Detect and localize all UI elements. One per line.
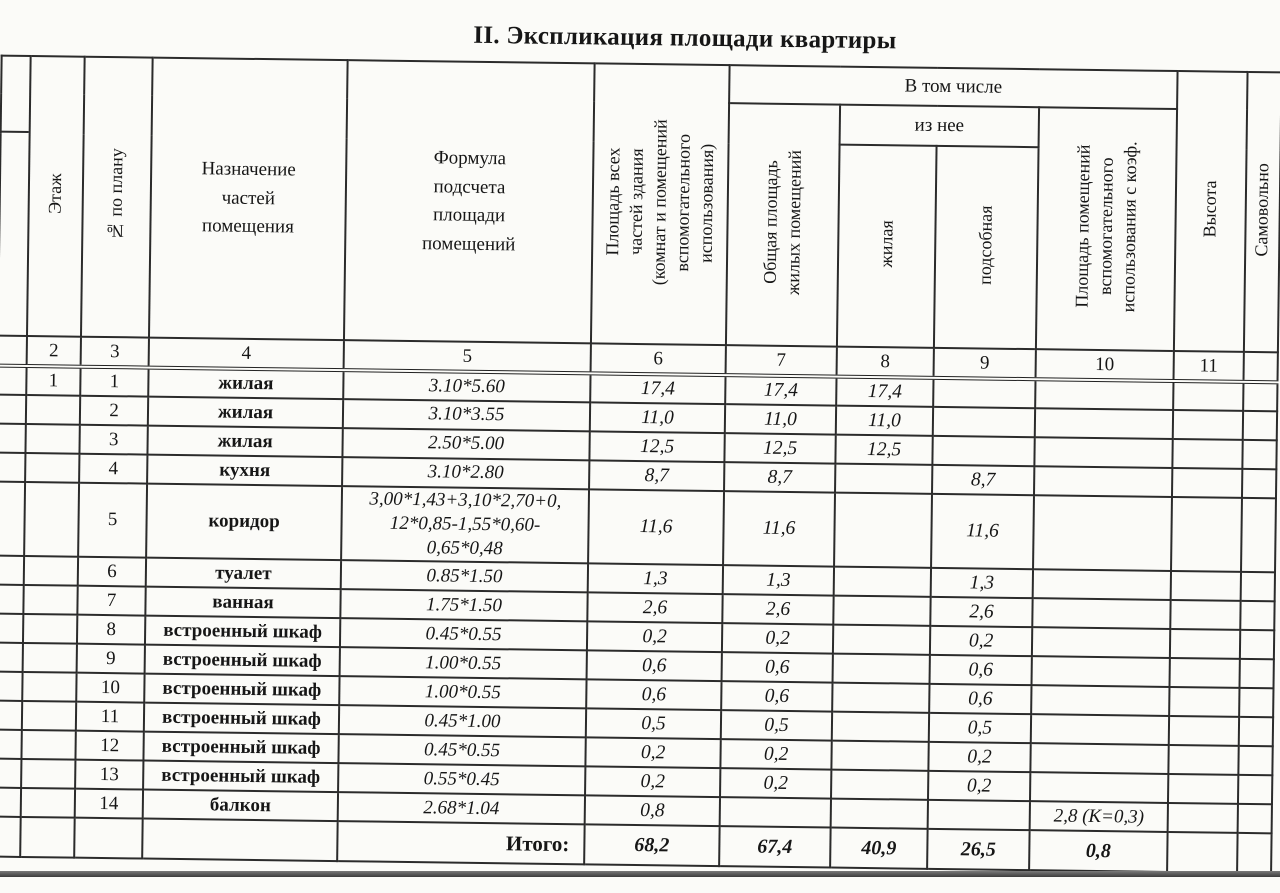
- cell-formula: 3,00*1,43+3,10*2,70+0, 12*0,85-1,55*0,60- 0,65*0,48: [341, 486, 589, 564]
- cell-purpose: встроенный шкаф: [144, 674, 339, 706]
- column-number-cell: [1244, 352, 1278, 382]
- cell-formula: 1.75*1.50: [340, 589, 587, 621]
- cell-floor: 1: [26, 366, 80, 396]
- cell-unauthorized: [1238, 804, 1272, 833]
- cell-height: [1172, 439, 1242, 469]
- header-total-living-area-label: Общая площадь жилых помещений: [759, 150, 808, 296]
- cell-plan-number: 11: [76, 702, 144, 732]
- cell-margin: [0, 643, 23, 672]
- cell-unauthorized: [1238, 746, 1272, 775]
- cell-living-area: 17,4: [836, 377, 933, 407]
- cell-total-living-area: 17,4: [725, 375, 836, 405]
- cell-formula: 1.00*0.55: [340, 647, 587, 679]
- cell-unauthorized: [1237, 833, 1272, 873]
- cell-margin: [0, 366, 27, 395]
- cell-margin: [0, 788, 21, 817]
- cell-living-area: [833, 625, 930, 655]
- cell-margin: [0, 759, 21, 788]
- cell-auxiliary-area: 0,2: [928, 771, 1030, 801]
- cell-plan-number: 1: [80, 367, 148, 397]
- cell-aux-area-coef: [1031, 715, 1169, 746]
- cell-plan-number: 10: [76, 673, 144, 703]
- cell-floor: [21, 730, 75, 760]
- cell-living-area: [833, 654, 930, 684]
- cell-plan-number: [74, 818, 143, 859]
- cell-aux-area-coef: [1033, 495, 1172, 571]
- cell-unauthorized: [1243, 382, 1277, 411]
- cell-plan-number: 3: [79, 425, 147, 455]
- cell-auxiliary-area: 0,6: [929, 684, 1031, 714]
- totals-aux-area-coef: 0,8: [1029, 831, 1168, 873]
- cell-purpose: встроенный шкаф: [145, 616, 340, 648]
- cell-aux-area-coef: [1030, 744, 1168, 775]
- header-auxiliary: [934, 146, 1039, 349]
- cell-formula: 1.00*0.55: [339, 676, 586, 708]
- cell-aux-area-coef: [1032, 628, 1170, 659]
- cell-floor: [24, 482, 79, 557]
- table-body: [0, 366, 1278, 834]
- cell-aux-area-coef: [1034, 466, 1172, 497]
- column-number-cell: 3: [81, 337, 149, 368]
- cell-living-area: [831, 770, 928, 800]
- column-number-cell: 11: [1174, 351, 1244, 382]
- cell-auxiliary-area: [928, 800, 1030, 830]
- cell-floor: [26, 395, 80, 425]
- cell-formula: 3.10*3.55: [343, 399, 590, 431]
- header-area-all-parts-label: Площадь всех частей здания (комнат и помещений вспомогательного использования): [601, 118, 720, 285]
- cell-purpose: жилая: [147, 426, 342, 458]
- cell-unauthorized: [1241, 572, 1275, 601]
- cell-margin: [0, 482, 25, 557]
- cell-margin: [0, 395, 26, 424]
- cell-purpose: встроенный шкаф: [143, 732, 338, 764]
- cell-living-area: [831, 741, 928, 771]
- column-number-cell: 10: [1036, 349, 1174, 381]
- cell-living-area: [832, 683, 929, 713]
- cell-height: [1173, 381, 1243, 411]
- totals-total-living-area: 67,4: [719, 826, 831, 867]
- cell-floor: [23, 585, 77, 615]
- document-title: II. Экспликация площади квартиры: [90, 17, 1280, 61]
- cell-area-all-parts: 11,6: [588, 489, 724, 565]
- totals-auxiliary-area: 26,5: [927, 829, 1030, 870]
- cell-plan-number: 7: [77, 586, 145, 616]
- header-including: В том числе: [729, 65, 1177, 109]
- header-height: [1174, 71, 1248, 352]
- column-number-cell: 7: [726, 345, 837, 376]
- cell-living-area: [831, 799, 928, 829]
- header-living-label: жилая: [875, 220, 899, 268]
- column-number-cell: [0, 336, 27, 366]
- cell-margin: [0, 56, 31, 336]
- header-living: [837, 145, 937, 348]
- cell-unauthorized: [1239, 688, 1273, 717]
- cell-plan-number: 12: [75, 731, 143, 761]
- cell-plan-number: 13: [75, 760, 143, 790]
- cell-unauthorized: [1243, 411, 1277, 440]
- cell-total-living-area: 0,2: [720, 739, 831, 769]
- cell-area-all-parts: 0,6: [587, 651, 722, 682]
- cell-aux-area-coef: [1033, 570, 1171, 601]
- cell-aux-area-coef: 2,8 (К=0,3): [1030, 802, 1168, 833]
- totals-area-all-parts: 68,2: [584, 825, 720, 867]
- totals-label: Итого:: [337, 821, 585, 864]
- header-of-it: из нее: [840, 105, 1040, 148]
- cell-area-all-parts: 8,7: [589, 460, 724, 491]
- cell-formula: 0.45*0.55: [338, 734, 585, 766]
- cell-formula: 3.10*5.60: [343, 370, 590, 402]
- cell-total-living-area: 0,2: [722, 623, 833, 653]
- cell-height: [1171, 497, 1242, 572]
- cell-auxiliary-area: [933, 407, 1035, 437]
- cell-unauthorized: [1239, 717, 1273, 746]
- cell-margin: [0, 672, 23, 701]
- header-purpose: Назначение частей помещения: [149, 58, 348, 341]
- cell-unauthorized: [1240, 601, 1274, 630]
- header-aux-area-coef: [1036, 107, 1177, 351]
- header-auxiliary-label: подсобная: [974, 205, 998, 285]
- cell-margin: [0, 556, 24, 585]
- cell-auxiliary-area: [932, 436, 1034, 466]
- cell-height: [1170, 600, 1240, 630]
- cell-area-all-parts: 17,4: [590, 373, 725, 404]
- cell-area-all-parts: 12,5: [589, 431, 724, 462]
- cell-total-living-area: 0,6: [722, 652, 833, 682]
- cell-floor: [25, 453, 79, 483]
- header-area-all-parts: [591, 63, 730, 345]
- cell-margin: [0, 424, 26, 453]
- cell-auxiliary-area: 0,6: [930, 655, 1032, 685]
- header-unauthorized: [1244, 72, 1280, 352]
- cell-purpose: туалет: [146, 558, 341, 590]
- header-floor: [27, 56, 85, 337]
- column-number-cell: 2: [27, 336, 81, 367]
- header-height-label: Высота: [1199, 180, 1223, 237]
- cell-aux-area-coef: [1031, 686, 1169, 717]
- cell-area-all-parts: 0,8: [585, 796, 720, 827]
- cell-aux-area-coef: [1035, 379, 1173, 410]
- cell-height: [1172, 468, 1242, 498]
- cell-total-living-area: 1,3: [723, 565, 834, 595]
- cell-auxiliary-area: 11,6: [931, 494, 1034, 570]
- cell-area-all-parts: 0,6: [586, 680, 721, 711]
- cell-living-area: [834, 493, 932, 569]
- cell-plan-number: 6: [78, 557, 146, 587]
- cell-unauthorized: [1242, 469, 1276, 498]
- cell-living-area: [834, 567, 931, 597]
- header-row-1: [1, 56, 1280, 111]
- cell-plan-number: 4: [79, 454, 147, 484]
- cell-floor: [21, 788, 75, 818]
- column-number-cell: 6: [591, 343, 726, 375]
- cell-area-all-parts: 0,2: [585, 738, 720, 769]
- table-header: [0, 56, 1280, 383]
- header-formula: Формула подсчета площади помещений: [344, 60, 595, 343]
- header-plan-number: [81, 57, 153, 338]
- column-number-cell: 4: [149, 338, 344, 371]
- header-total-living-area: [726, 103, 840, 346]
- cell-height: [1169, 716, 1239, 746]
- cell-height: [1173, 410, 1243, 440]
- cell-total-living-area: 12,5: [724, 433, 835, 463]
- cell-unauthorized: [1240, 630, 1274, 659]
- cell-aux-area-coef: [1035, 408, 1173, 439]
- cell-floor: [23, 614, 77, 644]
- cell-auxiliary-area: 1,3: [931, 568, 1033, 598]
- cell-auxiliary-area: 0,5: [929, 713, 1031, 743]
- cell-floor: [22, 672, 76, 702]
- cell-floor: [23, 643, 77, 673]
- cell-floor: [20, 817, 75, 858]
- cell-auxiliary-area: 0,2: [930, 626, 1032, 656]
- cell-purpose: жилая: [148, 397, 343, 429]
- cell-floor: [25, 424, 79, 454]
- table-fragment-line: [0, 131, 29, 133]
- cell-plan-number: 14: [75, 789, 143, 819]
- cell-floor: [21, 759, 75, 789]
- cell-area-all-parts: 0,5: [586, 709, 721, 740]
- cell-total-living-area: 11,0: [725, 404, 836, 434]
- cell-plan-number: 5: [78, 483, 147, 558]
- cell-margin: [0, 817, 21, 857]
- cell-auxiliary-area: [933, 378, 1035, 408]
- cell-formula: 2.68*1.04: [338, 792, 585, 824]
- cell-unauthorized: [1242, 440, 1276, 469]
- cell-area-all-parts: 11,0: [590, 402, 725, 433]
- cell-aux-area-coef: [1034, 437, 1172, 468]
- cell-auxiliary-area: 2,6: [930, 597, 1032, 627]
- cell-total-living-area: 8,7: [724, 462, 835, 492]
- cell-plan-number: 2: [80, 396, 148, 426]
- cell-total-living-area: 11,6: [723, 491, 835, 567]
- cell-area-all-parts: 0,2: [587, 622, 722, 653]
- cell-living-area: [832, 712, 929, 742]
- cell-formula: 0.45*1.00: [339, 705, 586, 737]
- cell-margin: [0, 453, 25, 482]
- cell-living-area: [835, 464, 932, 494]
- cell-plan-number: 9: [77, 644, 145, 674]
- totals-living-area: 40,9: [830, 828, 928, 869]
- cell-formula: 2.50*5.00: [342, 428, 589, 460]
- scan-edge: [0, 871, 1280, 877]
- cell-total-living-area: 0,5: [721, 710, 832, 740]
- cell-unauthorized: [1241, 498, 1276, 573]
- cell-area-all-parts: 0,2: [585, 767, 720, 798]
- explication-table: [0, 55, 1280, 875]
- cell-formula: 0.85*1.50: [341, 560, 588, 592]
- cell-margin: [0, 585, 24, 614]
- cell-purpose: встроенный шкаф: [144, 703, 339, 735]
- cell-height: [1170, 629, 1240, 659]
- cell-aux-area-coef: [1030, 773, 1168, 804]
- cell-formula: 3.10*2.80: [342, 457, 589, 489]
- cell-purpose: встроенный шкаф: [145, 645, 340, 677]
- cell-floor: [22, 701, 76, 731]
- cell-formula: 0.45*0.55: [340, 618, 587, 650]
- cell-unauthorized: [1240, 659, 1274, 688]
- cell-floor: [24, 556, 78, 586]
- cell-purpose: [142, 819, 338, 862]
- cell-purpose: балкон: [143, 790, 338, 822]
- cell-living-area: 11,0: [836, 406, 933, 436]
- cell-height: [1167, 832, 1238, 873]
- cell-total-living-area: 0,6: [721, 681, 832, 711]
- cell-purpose: коридор: [146, 484, 342, 561]
- column-number-cell: 8: [837, 347, 934, 378]
- cell-margin: [0, 614, 23, 643]
- cell-aux-area-coef: [1032, 657, 1170, 688]
- cell-area-all-parts: 1,3: [588, 564, 723, 595]
- cell-height: [1169, 687, 1239, 717]
- cell-total-living-area: 2,6: [722, 594, 833, 624]
- cell-living-area: [833, 596, 930, 626]
- header-floor-label: Этаж: [44, 173, 68, 214]
- cell-auxiliary-area: 8,7: [932, 465, 1034, 495]
- cell-height: [1168, 745, 1238, 775]
- cell-margin: [0, 701, 22, 730]
- column-number-cell: 9: [934, 348, 1036, 379]
- cell-formula: 0.55*0.45: [338, 763, 585, 795]
- cell-purpose: ванная: [145, 587, 340, 619]
- cell-height: [1168, 803, 1238, 833]
- cell-purpose: жилая: [148, 368, 343, 400]
- header-unauthorized-label: Самовольно: [1250, 163, 1275, 257]
- cell-margin: [0, 730, 22, 759]
- cell-unauthorized: [1238, 775, 1272, 804]
- header-plan-number-label: № по плану: [105, 148, 130, 241]
- cell-purpose: встроенный шкаф: [143, 761, 338, 793]
- cell-plan-number: 8: [77, 615, 145, 645]
- cell-height: [1171, 571, 1241, 601]
- cell-total-living-area: 0,2: [720, 768, 831, 798]
- cell-auxiliary-area: 0,2: [928, 742, 1030, 772]
- cell-living-area: 12,5: [835, 435, 932, 465]
- header-aux-area-coef-label: Площадь помещений вспомогательного использования с коэф.: [1070, 141, 1142, 313]
- cell-aux-area-coef: [1032, 599, 1170, 630]
- cell-area-all-parts: 2,6: [587, 593, 722, 624]
- cell-purpose: кухня: [147, 455, 342, 487]
- cell-height: [1170, 658, 1240, 688]
- cell-height: [1168, 774, 1238, 804]
- cell-total-living-area: [720, 797, 831, 827]
- column-number-cell: 5: [344, 340, 591, 373]
